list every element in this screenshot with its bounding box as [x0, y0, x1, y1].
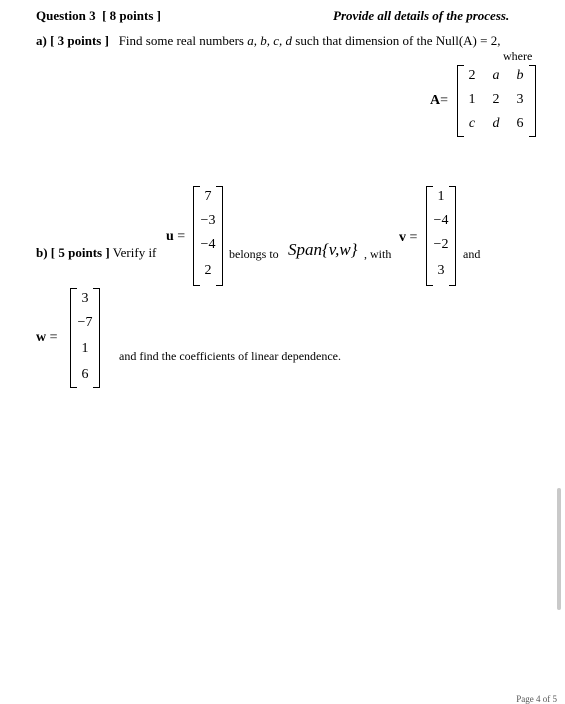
- matrix-a-cell: 2: [492, 92, 500, 107]
- part-a-text-before: Find some real numbers: [118, 33, 244, 48]
- matrix-a-letter: A: [430, 93, 441, 108]
- vector-v: [426, 186, 456, 286]
- vector-v-entry: 3: [437, 263, 445, 278]
- vector-v-letter: v: [399, 230, 406, 245]
- matrix-a-cell: 1: [468, 92, 476, 107]
- matrix-a-cell: 6: [516, 116, 524, 131]
- belongs-text: belongs to: [229, 247, 279, 261]
- vector-u-entry: −4: [200, 237, 216, 252]
- vector-w-name: [36, 330, 58, 346]
- question-points: [ 8 points ]: [102, 8, 161, 23]
- vector-u-entry: 7: [204, 189, 212, 204]
- vector-u-name: [166, 229, 185, 245]
- part-a-vars: a, b, c, d: [247, 33, 293, 48]
- vector-v-entry: −2: [433, 237, 449, 252]
- part-a-label: a) [ 3 points ]: [36, 33, 109, 48]
- part-b-text: Verify if: [112, 245, 157, 260]
- question-number: Question 3: [36, 8, 96, 23]
- page-number: Page 4 of 5: [516, 694, 557, 704]
- vector-v-equals: =: [409, 230, 418, 245]
- vector-u-equals: =: [177, 229, 186, 244]
- vector-v-name: [399, 230, 417, 246]
- matrix-a: [457, 65, 536, 137]
- matrix-a-equals: =: [440, 93, 449, 108]
- part-a-text-after: such that dimension of the Null(A) = 2,: [295, 33, 501, 48]
- and-text: and: [463, 247, 481, 261]
- vector-w-entry: 3: [81, 291, 89, 306]
- vector-u-entry: −3: [200, 213, 216, 228]
- vector-v-entry: 1: [437, 189, 445, 204]
- vector-u: [193, 186, 223, 286]
- matrix-a-cell: a: [492, 68, 500, 83]
- instruction: Provide all details of the process.: [333, 8, 510, 23]
- matrix-a-cell: c: [468, 116, 476, 131]
- vector-w-entry: 6: [81, 367, 89, 382]
- vector-u-letter: u: [166, 229, 174, 244]
- vector-w-entry: −7: [77, 315, 93, 330]
- final-instruction: and find the coefficients of linear dependence.: [119, 349, 342, 363]
- matrix-a-cell: 3: [516, 92, 524, 107]
- matrix-a-cell: d: [492, 116, 500, 131]
- with-text: , with: [364, 247, 392, 261]
- vector-v-entry: −4: [433, 213, 449, 228]
- part-b-label: b) [ 5 points ]: [36, 245, 110, 260]
- question-title: [36, 8, 161, 24]
- matrix-a-cell: 2: [468, 68, 476, 83]
- matrix-a-name: [430, 93, 448, 109]
- vector-w-equals: =: [49, 330, 58, 345]
- matrix-a-cell: b: [516, 68, 524, 83]
- vector-w: [70, 288, 100, 388]
- vertical-scrollbar[interactable]: [557, 488, 561, 610]
- span-expression: Span{v,w}: [288, 240, 358, 259]
- part-a-line: [36, 33, 500, 49]
- vector-u-entry: 2: [204, 263, 212, 278]
- part-b-line: [36, 245, 156, 261]
- vector-w-letter: w: [36, 330, 47, 345]
- vector-w-entry: 1: [81, 341, 89, 356]
- where-label: where: [503, 49, 533, 63]
